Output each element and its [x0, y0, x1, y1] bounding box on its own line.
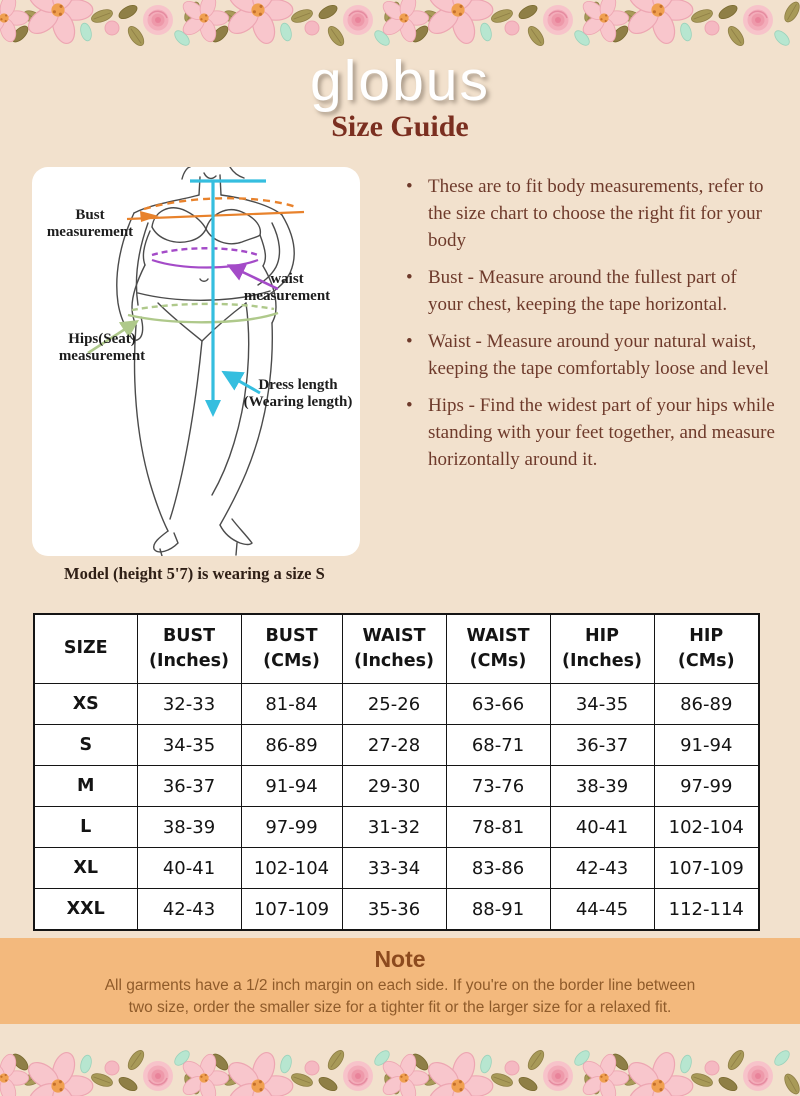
column-header: WAIST (CMs): [446, 614, 550, 684]
value-cell: 29-30: [342, 766, 446, 807]
measurement-diagram-card: [32, 167, 360, 556]
bust-measure-arrow: [127, 198, 304, 222]
value-cell: 34-35: [137, 725, 241, 766]
value-cell: 42-43: [137, 889, 241, 931]
note-text-line: All garments have a 1/2 inch margin on each side. If you're on the border line between: [104, 976, 696, 994]
table-row: [34, 725, 759, 766]
waist-label: waist measurement: [243, 271, 331, 305]
floral-border-top-icon: [0, 0, 800, 52]
size-cell: XXL: [34, 889, 137, 931]
table-row: [34, 889, 759, 931]
value-cell: 42-43: [550, 848, 654, 889]
value-cell: 36-37: [550, 725, 654, 766]
hips-label: Hips(Seat) measurement: [58, 331, 146, 365]
instruction-item: • Hips - Find the widest part of your hips while standing with your feet together, and measure horizontally around it.: [398, 393, 776, 474]
brand-logo: globus: [310, 49, 490, 113]
value-cell: 102-104: [241, 848, 342, 889]
note-title: Note: [374, 946, 426, 972]
note-section: [0, 938, 800, 1024]
value-cell: 112-114: [654, 889, 759, 931]
value-cell: 88-91: [446, 889, 550, 931]
value-cell: 78-81: [446, 807, 550, 848]
page-title: Size Guide: [331, 110, 469, 143]
table-row: [34, 684, 759, 725]
value-cell: 102-104: [654, 807, 759, 848]
column-header: HIP (Inches): [550, 614, 654, 684]
value-cell: 86-89: [654, 684, 759, 725]
column-header: SIZE: [34, 614, 137, 684]
size-cell: XL: [34, 848, 137, 889]
value-cell: 36-37: [137, 766, 241, 807]
value-cell: 97-99: [654, 766, 759, 807]
value-cell: 40-41: [550, 807, 654, 848]
size-cell: M: [34, 766, 137, 807]
value-cell: 91-94: [654, 725, 759, 766]
table-header-row: [34, 614, 759, 684]
table-row: [34, 848, 759, 889]
instruction-item: • Waist - Measure around your natural waist, keeping the tape comfortably loose and level: [398, 329, 776, 383]
table-row: [34, 766, 759, 807]
value-cell: 107-109: [654, 848, 759, 889]
column-header: BUST (Inches): [137, 614, 241, 684]
value-cell: 35-36: [342, 889, 446, 931]
dress-length-label: Dress length (Wearing length): [243, 377, 353, 411]
model-caption: Model (height 5'7) is wearing a size S: [64, 564, 325, 583]
value-cell: 44-45: [550, 889, 654, 931]
size-cell: S: [34, 725, 137, 766]
column-header: BUST (CMs): [241, 614, 342, 684]
value-cell: 38-39: [550, 766, 654, 807]
value-cell: 32-33: [137, 684, 241, 725]
value-cell: 40-41: [137, 848, 241, 889]
column-header: HIP (CMs): [654, 614, 759, 684]
value-cell: 91-94: [241, 766, 342, 807]
size-cell: XS: [34, 684, 137, 725]
value-cell: 73-76: [446, 766, 550, 807]
size-cell: L: [34, 807, 137, 848]
value-cell: 31-32: [342, 807, 446, 848]
value-cell: 25-26: [342, 684, 446, 725]
size-table: [33, 613, 760, 931]
column-header: WAIST (Inches): [342, 614, 446, 684]
value-cell: 33-34: [342, 848, 446, 889]
value-cell: 86-89: [241, 725, 342, 766]
value-cell: 107-109: [241, 889, 342, 931]
floral-border-bottom-icon: [0, 1046, 800, 1096]
value-cell: 83-86: [446, 848, 550, 889]
value-cell: 27-28: [342, 725, 446, 766]
value-cell: 68-71: [446, 725, 550, 766]
measurement-instructions-list: [398, 174, 776, 484]
table-row: [34, 807, 759, 848]
note-text-line: two size, order the smaller size for a tighter fit or the larger size for a relaxed fit.: [128, 999, 672, 1017]
instruction-item: • Bust - Measure around the fullest part of your chest, keeping the tape horizontal.: [398, 265, 776, 319]
value-cell: 38-39: [137, 807, 241, 848]
value-cell: 97-99: [241, 807, 342, 848]
value-cell: 34-35: [550, 684, 654, 725]
bust-label: Bust measurement: [46, 207, 134, 241]
instruction-item: • These are to fit body measurements, refer to the size chart to choose the right fit for your body: [398, 174, 776, 255]
value-cell: 81-84: [241, 684, 342, 725]
value-cell: 63-66: [446, 684, 550, 725]
